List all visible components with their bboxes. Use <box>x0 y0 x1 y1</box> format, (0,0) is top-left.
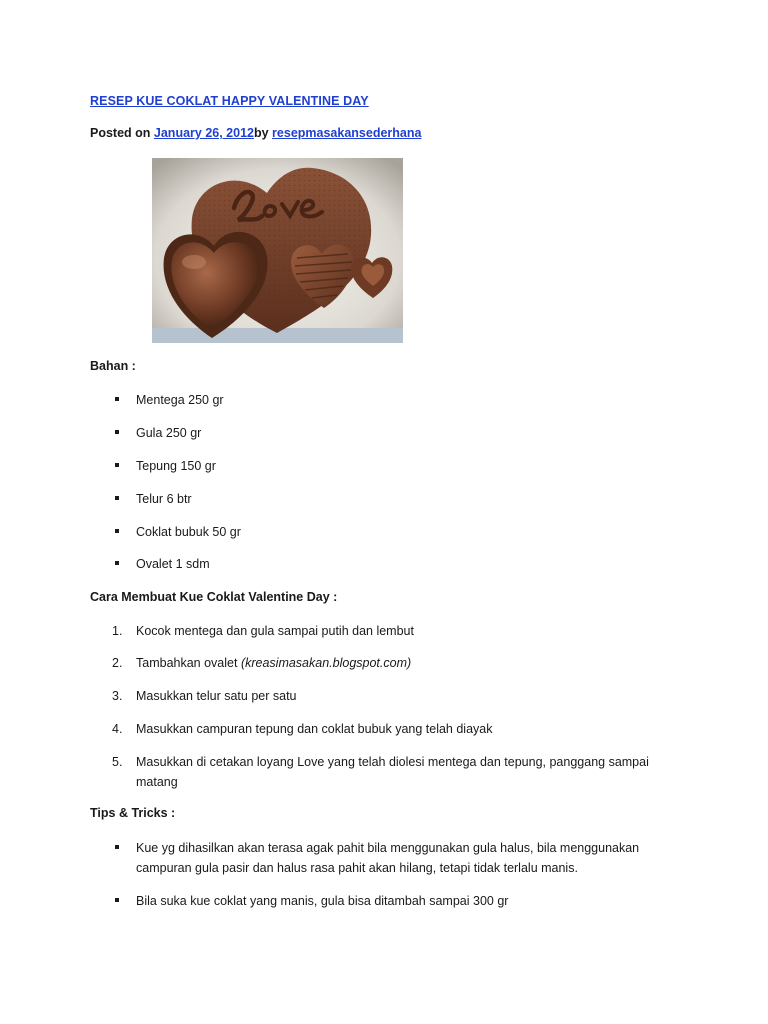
bullet-icon <box>115 496 119 500</box>
source-note: (kreasimasakan.blogspot.com) <box>240 656 412 670</box>
document-page: RESEP KUE COKLAT HAPPY VALENTINE DAY Posted on January 26, 2012by resepmasakansederhana Bahan : Mentega 250 gr Gula 250 gr Tepung 150 gr Telur 6 btr Coklat bubuk 50 gr Ovalet 1 sdm Cara Membuat Kue Coklat Valentine Day : 1. Kocok mentega dan gula sampai putih dan lembut 2. Tambahkan ovalet (kreasimasakan.blogspot.com) 3. Masukkan telur satu per satu 4. Masukkan campuran tepung dan coklat bubuk yang telah diayak 5. Masukkan di cetakan loyang Love yang telah diolesi mentega dan tepung, panggang sampai matang Tips & Tricks : Kue yg dihasilkan akan terasa agak pahit bila menggunakan gula halus, bila menggunakan campuran gula pasir dan halus rasa pahit akan hilang, tetapi tidak terlalu manis. Bila suka kue coklat yang manis, gula bisa ditambah sampai 300 gr <box>90 94 649 908</box>
tips-heading: Tips & Tricks : <box>90 806 176 820</box>
cake-illustration <box>152 158 403 343</box>
bullet-icon <box>115 898 119 902</box>
post-title-link[interactable]: RESEP KUE COKLAT HAPPY VALENTINE DAY <box>90 94 369 108</box>
bullet-icon <box>115 430 119 434</box>
posted-prefix: Posted on <box>90 126 154 140</box>
post-date-link[interactable]: January 26, 2012 <box>153 126 254 140</box>
cara-heading: Cara Membuat Kue Coklat Valentine Day : <box>90 590 338 604</box>
bullet-icon <box>115 561 119 565</box>
bullet-icon <box>115 845 119 849</box>
bullet-icon <box>115 529 119 533</box>
bahan-heading: Bahan : <box>90 359 136 373</box>
bullet-icon <box>115 397 119 401</box>
chocolate-cake-photo <box>152 158 403 343</box>
posted-by: by <box>253 126 273 140</box>
bullet-icon <box>115 463 119 467</box>
post-meta <box>90 126 421 140</box>
post-author-link[interactable]: resepmasakansederhana <box>272 126 422 140</box>
